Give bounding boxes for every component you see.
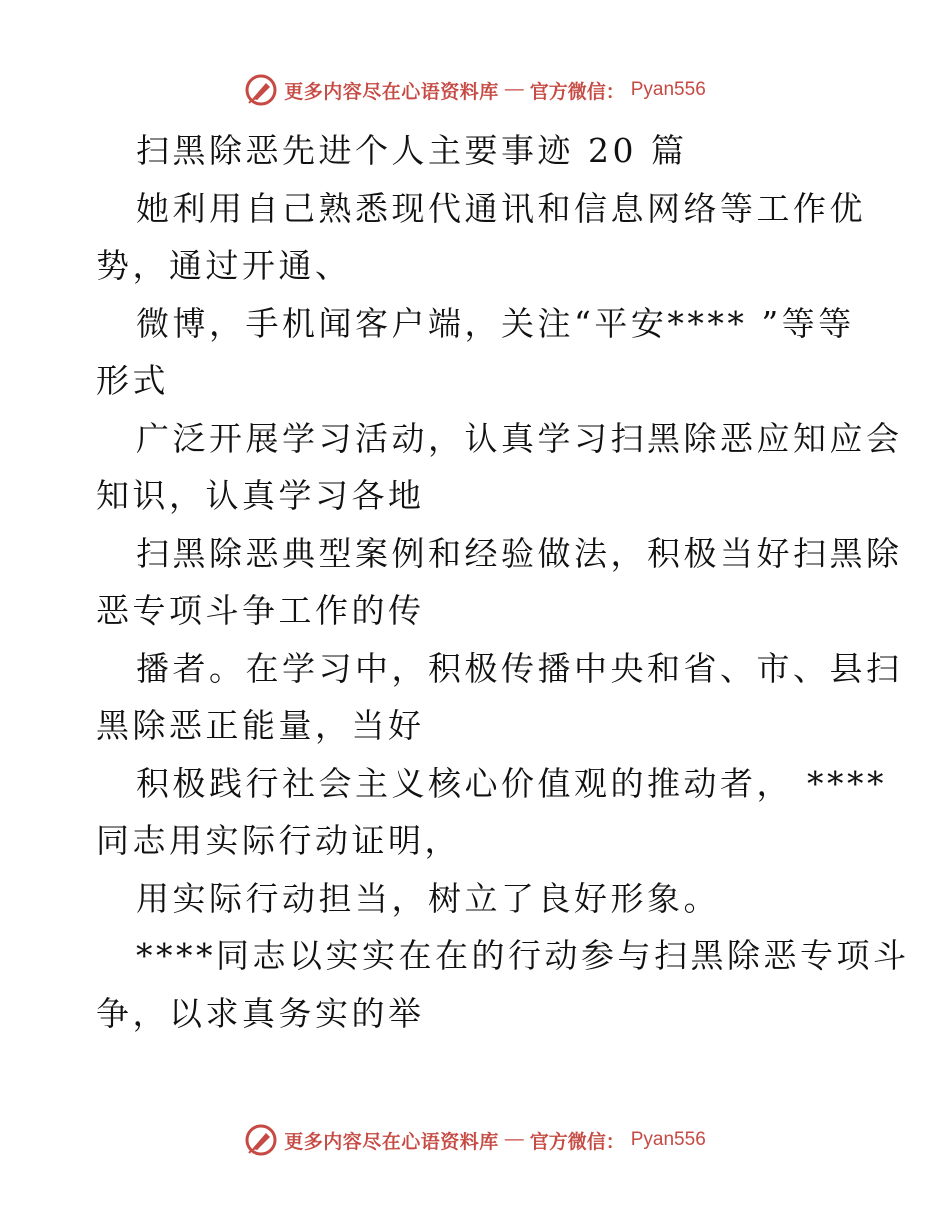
paragraph-line: 黑除恶正能量，当好 xyxy=(96,706,425,745)
paragraph-line: 微博，手机闻客户端，关注“平安**** ”等等 xyxy=(136,303,855,343)
paragraph-line: 她利用自己熟悉现代通讯和信息网络等工作优 xyxy=(136,188,866,228)
pen-nib-logo-icon xyxy=(244,73,278,107)
paragraph-line: 广泛开展学习活动，认真学习扫黑除恶应知应会 xyxy=(136,418,903,458)
document-body xyxy=(96,122,910,1042)
paragraph-line: 知识，认真学习各地 xyxy=(96,476,425,515)
footer-brand: 更多内容尽在心语资料库 xyxy=(284,1130,499,1153)
document-title: 扫黑除恶先进个人主要事迹 20 篇 xyxy=(136,131,688,170)
header-wechat-id: Pyan556 xyxy=(630,79,706,100)
paragraph-line: 同志用实际行动证明， xyxy=(96,821,461,860)
paragraph-line: 形式 xyxy=(96,361,169,400)
paragraph-line: 恶专项斗争工作的传 xyxy=(96,591,425,630)
header-banner xyxy=(0,70,950,110)
pen-nib-logo-icon xyxy=(244,1123,278,1157)
paragraph-line: 积极践行社会主义核心价值观的推动者， **** xyxy=(136,763,887,803)
paragraph-line: 播者。在学习中，积极传播中央和省、市、县扫 xyxy=(136,648,903,688)
paragraph-line: 用实际行动担当，树立了良好形象。 xyxy=(136,878,720,918)
footer-dash: — xyxy=(504,1129,524,1150)
paragraph-line: 争，以求真务实的举 xyxy=(96,993,425,1033)
paragraph-line: ****同志以实实在在的行动参与扫黑除恶专项斗 xyxy=(136,936,910,975)
footer-wechat-id: Pyan556 xyxy=(630,1129,706,1150)
header-dash: — xyxy=(504,79,524,100)
header-wechat-label: 官方微信： xyxy=(529,80,625,103)
paragraph-line: 势，通过开通、 xyxy=(96,246,352,285)
header-brand: 更多内容尽在心语资料库 xyxy=(284,80,499,103)
paragraph-line: 扫黑除恶典型案例和经验做法，积极当好扫黑除 xyxy=(136,533,903,573)
footer-banner xyxy=(0,1120,950,1160)
footer-wechat-label: 官方微信： xyxy=(529,1130,625,1153)
